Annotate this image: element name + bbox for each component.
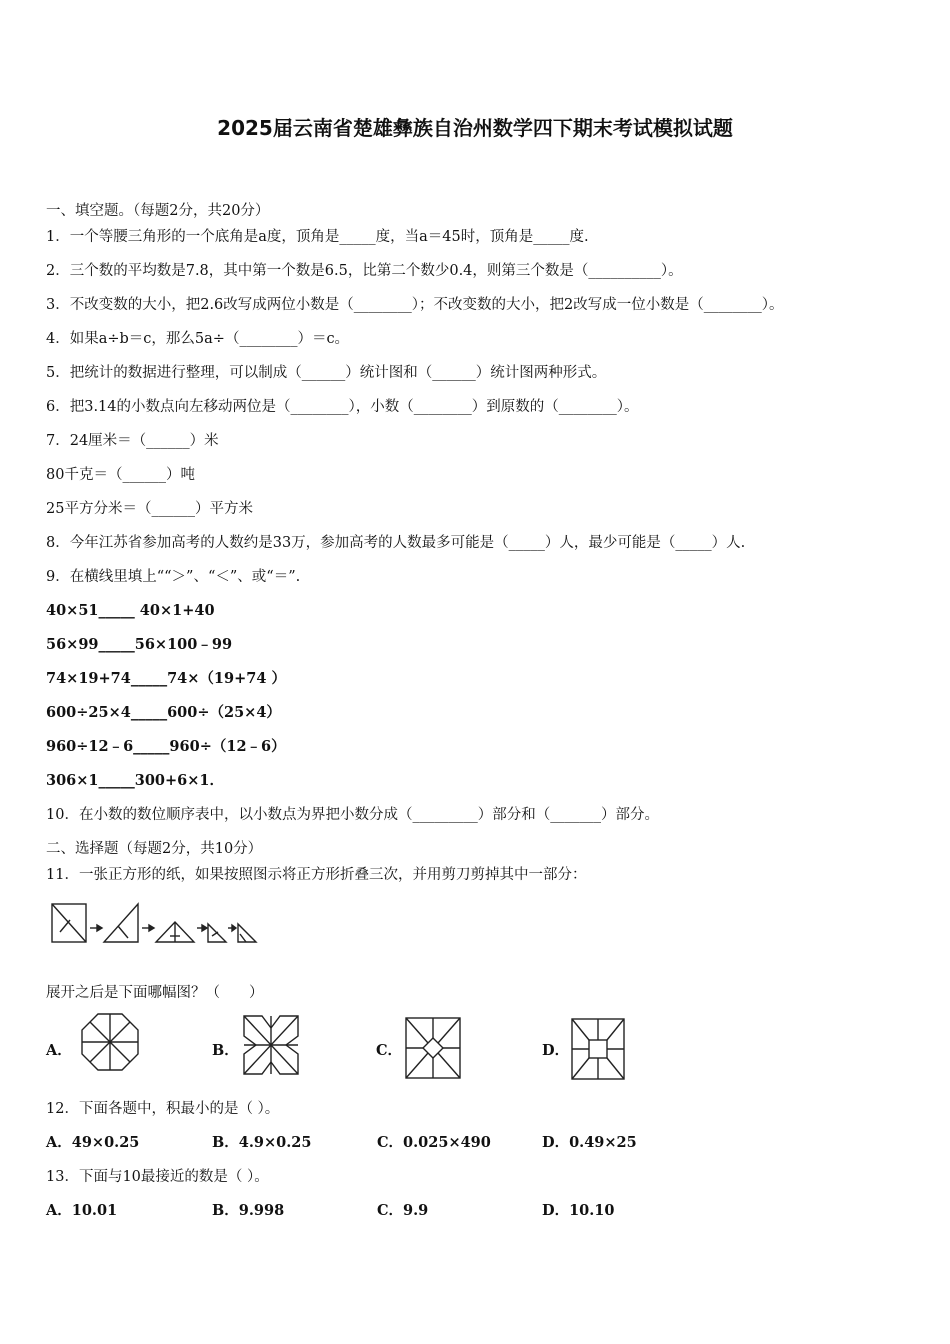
question-12: 12．下面各题中，积最小的是（ ）。 <box>46 1101 280 1117</box>
q12-option-b[interactable]: B．4.9×0.25 <box>212 1134 312 1151</box>
q13-option-c[interactable]: C．9.9 <box>377 1202 429 1219</box>
question-9-item: 600÷25×4_____600÷（25×4） <box>46 704 281 721</box>
section2-heading: 二、选择题（每题2分，共10分） <box>46 841 263 857</box>
q13-option-d[interactable]: D．10.10 <box>542 1202 615 1219</box>
question-10: 10．在小数的数位顺序表中，以小数点为界把小数分成（_________）部分和（_______）部分。 <box>46 807 659 823</box>
question-9: 9．在横线里填上““＞”、“＜”、或“＝”. <box>46 569 301 585</box>
q13-option-b[interactable]: B．9.998 <box>212 1202 285 1219</box>
option-c-diamond-hole-figure[interactable] <box>404 1016 462 1080</box>
option-b-label[interactable]: B． <box>212 1042 239 1059</box>
q12-option-a[interactable]: A．49×0.25 <box>46 1134 140 1151</box>
question-9-item: 56×99_____56×100﹣99 <box>46 636 233 653</box>
question-2: 2．三个数的平均数是7.8，其中第一个数是6.5，比第二个数少0.4，则第三个数是（__________）。 <box>46 263 683 279</box>
question-9-item: 74×19+74_____74×（19+74 ） <box>46 670 286 687</box>
q13-option-a[interactable]: A．10.01 <box>46 1202 118 1219</box>
question-9-item: 960÷12﹣6_____960÷（12﹣6） <box>46 738 286 755</box>
folding-steps-figure <box>48 898 260 948</box>
question-7c: 25平方分米＝（______）平方米 <box>46 501 253 517</box>
option-c-label[interactable]: C． <box>376 1042 403 1059</box>
question-11-prompt: 展开之后是下面哪幅图？（ ） <box>46 985 264 1001</box>
question-8: 8．今年江苏省参加高考的人数约是33万，参加高考的人数最多可能是（_____）人，最少可能是（_____）人. <box>46 535 746 551</box>
question-11: 11．一张正方形的纸，如果按照图示将正方形折叠三次，并用剪刀剪掉其中一部分： <box>46 867 587 883</box>
option-d-square-hole-figure[interactable] <box>570 1017 626 1081</box>
question-7b: 80千克＝（______）吨 <box>46 467 195 483</box>
question-3: 3．不改变数的大小，把2.6改写成两位小数是（________）；不改变数的大小，把2改写成一位小数是（________）。 <box>46 297 784 313</box>
question-7a: 7．24厘米＝（______）米 <box>46 433 219 449</box>
question-6: 6．把3.14的小数点向左移动两位是（________），小数（________）到原数的（________）。 <box>46 399 639 415</box>
q12-option-c[interactable]: C．0.025×490 <box>377 1134 491 1151</box>
option-b-notched-square-figure[interactable] <box>242 1014 300 1076</box>
question-4: 4．如果a÷b＝c，那么5a÷（________）＝c。 <box>46 331 350 347</box>
option-d-label[interactable]: D． <box>542 1042 570 1059</box>
q12-option-d[interactable]: D．0.49×25 <box>542 1134 637 1151</box>
option-a-octagon-figure[interactable] <box>80 1012 140 1072</box>
page-title: 2025届云南省楚雄彝族自治州数学四下期末考试模拟试题 <box>217 116 733 140</box>
question-9-item: 306×1_____300+6×1． <box>46 772 225 789</box>
section1-heading: 一、填空题。（每题2分，共20分） <box>46 203 270 219</box>
question-1: 1．一个等腰三角形的一个底角是a度，顶角是_____度，当a＝45时，顶角是_____度. <box>46 229 589 245</box>
question-5: 5．把统计的数据进行整理，可以制成（______）统计图和（______）统计图两种形式。 <box>46 365 607 381</box>
option-a-label[interactable]: A． <box>46 1042 72 1059</box>
question-13: 13．下面与10最接近的数是（ ）。 <box>46 1169 269 1185</box>
question-9-item: 40×51_____ 40×1+40 <box>46 602 215 619</box>
